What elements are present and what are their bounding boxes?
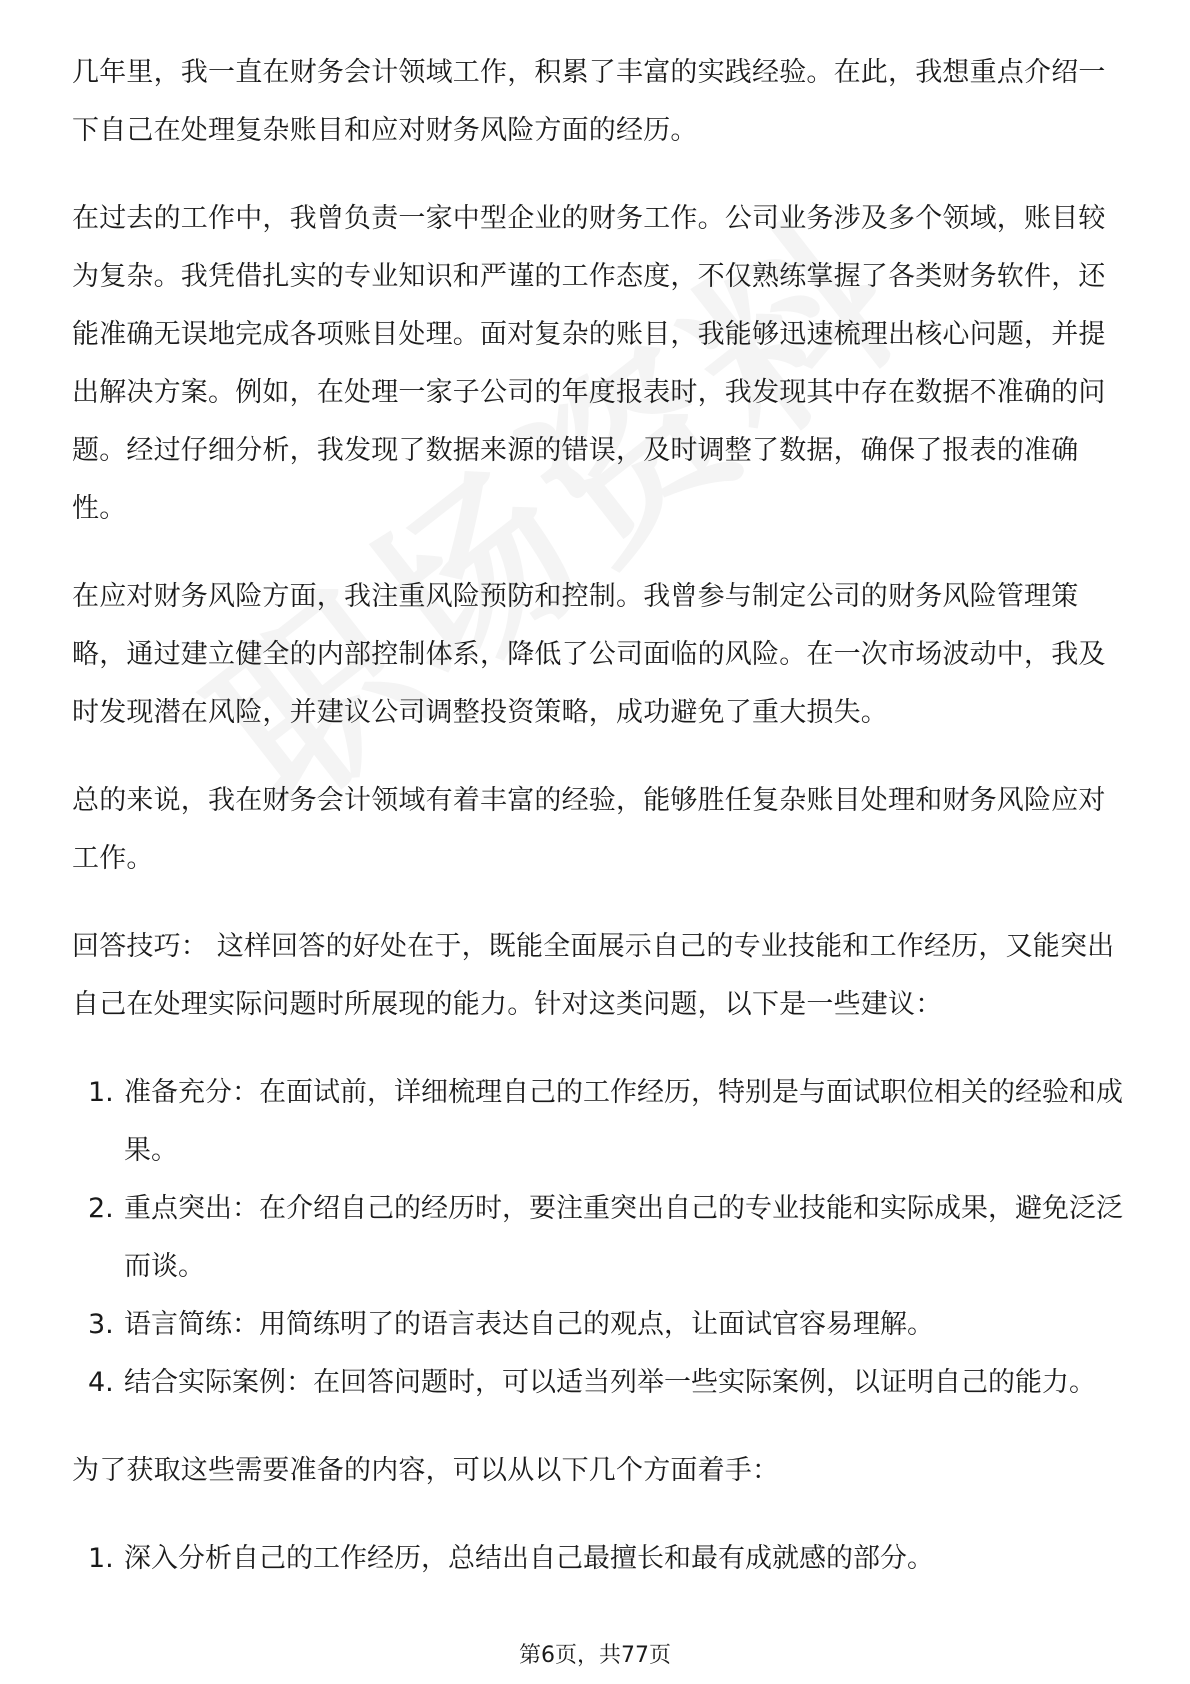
paragraph-complex-accounts: 在过去的工作中，我曾负责一家中型企业的财务工作。公司业务涉及多个领域，账目较为复杂。我凭借扎实的专业知识和严谨的工作态度，不仅熟练掌握了各类财务软件，还能准确无误地完成各项账目处理。面对复杂的账目，我能够迅速梳理出核心问题，并提出解决方案。例如，在处理一家子公司的年度报表时，我发现其中存在数据不准确的问题。经过仔细分析，我发现了数据来源的错误，及时调整了数据，确保了报表的准确性。 [72, 203, 1106, 524]
paragraph-answer-tips: 回答技巧： 这样回答的好处在于，既能全面展示自己的专业技能和工作经历，又能突出自己在处理实际问题时所展现的能力。针对这类问题，以下是一些建议： [72, 931, 1115, 1020]
page-number-footer: 第6页，共77页 [519, 1643, 671, 1668]
list-number: 4. [88, 1367, 114, 1398]
list-text: 深入分析自己的工作经历，总结出自己最擅长和最有成就感的部分。 [124, 1543, 934, 1574]
list-number: 1. [88, 1543, 114, 1574]
paragraph-summary: 总的来说，我在财务会计领域有着丰富的经验，能够胜任复杂账目处理和财务风险应对工作。 [72, 785, 1106, 874]
list-item [72, 1180, 1124, 1296]
list-item [72, 1296, 1124, 1354]
list-item [72, 1530, 1124, 1588]
list-number: 3. [88, 1309, 114, 1340]
list-text: 语言简练：用简练明了的语言表达自己的观点，让面试官容易理解。 [124, 1309, 934, 1340]
list-number: 2. [88, 1193, 114, 1224]
prep-list [72, 1530, 1124, 1588]
tips-list [72, 1064, 1124, 1412]
list-number: 1. [88, 1077, 114, 1108]
list-text: 重点突出：在介绍自己的经历时，要注重突出自己的专业技能和实际成果，避免泛泛而谈。 [124, 1193, 1123, 1282]
list-text: 准备充分：在面试前，详细梳理自己的工作经历，特别是与面试职位相关的经验和成果。 [124, 1077, 1123, 1166]
list-item [72, 1354, 1124, 1412]
document-body [72, 44, 1124, 1618]
paragraph-prep-intro: 为了获取这些需要准备的内容，可以从以下几个方面着手： [72, 1455, 780, 1486]
list-text: 结合实际案例：在回答问题时，可以适当列举一些实际案例，以证明自己的能力。 [124, 1367, 1096, 1398]
paragraph-experience-intro: 几年里，我一直在财务会计领域工作，积累了丰富的实践经验。在此，我想重点介绍一下自己在处理复杂账目和应对财务风险方面的经历。 [72, 57, 1106, 146]
list-item [72, 1064, 1124, 1180]
paragraph-risk-management: 在应对财务风险方面，我注重风险预防和控制。我曾参与制定公司的财务风险管理策略，通过建立健全的内部控制体系，降低了公司面临的风险。在一次市场波动中，我及时发现潜在风险，并建议公司调整投资策略，成功避免了重大损失。 [72, 581, 1106, 728]
